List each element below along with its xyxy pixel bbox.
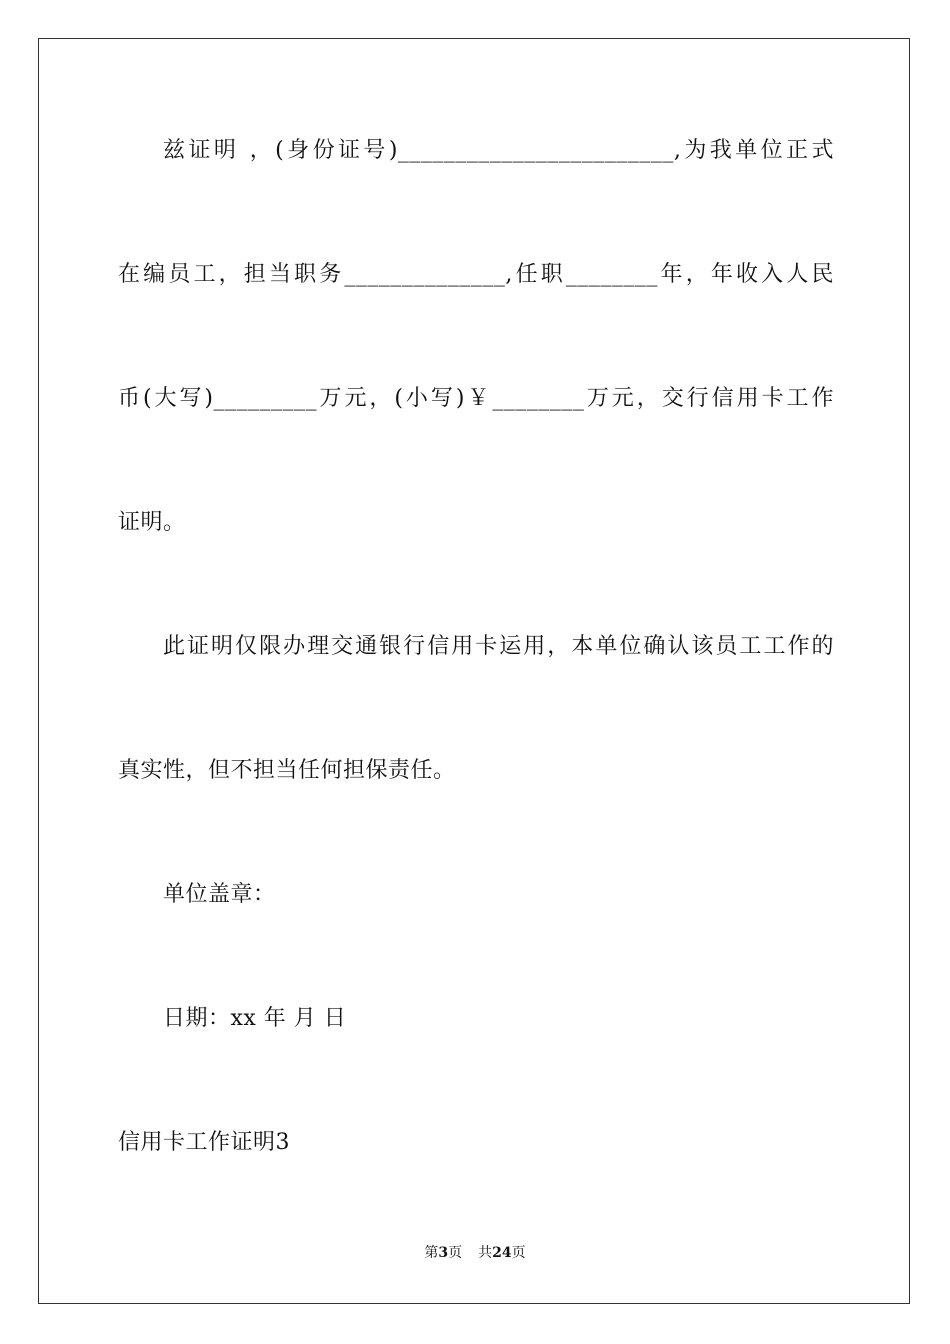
paragraph-2-line-1: 此证明仅限办理交通银行信用卡运用，本单位确认该员工工作的 [163, 634, 834, 659]
total-prefix: 共 [478, 1245, 493, 1261]
paragraph-2-line-2: 真实性，但不担当任何担保责任。 [118, 758, 456, 783]
page-frame [38, 38, 910, 1304]
paragraph-1-line-3: 币(大写)_________万元，(小写)￥________万元，交行信用卡工作 [118, 386, 834, 411]
section-heading: 信用卡工作证明3 [118, 1130, 290, 1155]
current-page-number: 3 [438, 1245, 449, 1261]
total-suffix: 页 [511, 1245, 526, 1261]
paragraph-1-line-2: 在编员工，担当职务______________,任职________年，年收入人民 [118, 262, 834, 287]
paragraph-1-line-4: 证明。 [118, 510, 186, 535]
page-footer [0, 1244, 950, 1262]
page-prefix: 第 [424, 1245, 439, 1261]
page-suffix: 页 [448, 1245, 463, 1261]
total-page-number: 24 [492, 1245, 512, 1261]
paragraph-1-line-1: 兹证明 ，(身份证号)________________________,为我单位正式 [163, 138, 834, 163]
date-line: 日期：xx 年 月 日 [163, 1006, 347, 1031]
company-seal-label: 单位盖章： [163, 882, 276, 907]
